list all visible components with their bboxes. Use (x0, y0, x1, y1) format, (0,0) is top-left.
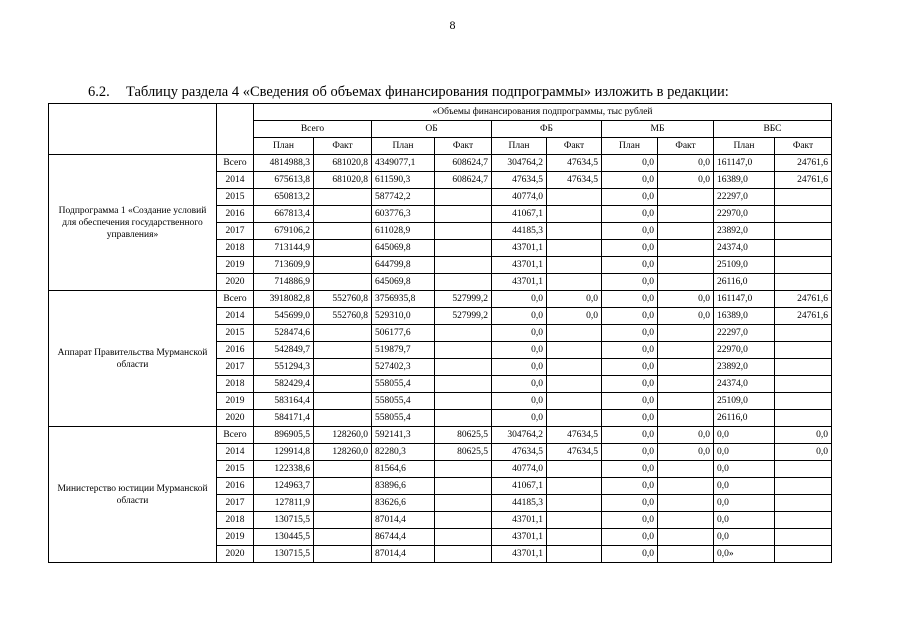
value-cell (435, 461, 492, 478)
value-cell: 527999,2 (435, 291, 492, 308)
value-cell: 558055,4 (372, 410, 435, 427)
value-cell: 47634,5 (547, 172, 602, 189)
value-cell (775, 240, 832, 257)
value-cell (314, 529, 372, 546)
value-cell (435, 206, 492, 223)
value-cell (314, 410, 372, 427)
header-group-fb: ФБ (492, 121, 602, 138)
header-group-mb: МБ (602, 121, 714, 138)
value-cell: 0,0 (602, 155, 658, 172)
heading-text: Таблицу раздела 4 «Сведения об объемах финансирования подпрограммы» изложить в редакции: (126, 84, 729, 100)
value-cell: 0,0 (714, 461, 775, 478)
value-cell: 0,0 (714, 427, 775, 444)
value-cell (435, 512, 492, 529)
value-cell (658, 478, 714, 495)
header-sub: План (254, 138, 314, 155)
value-cell: 645069,8 (372, 274, 435, 291)
value-cell (775, 206, 832, 223)
value-cell: 47634,5 (492, 444, 547, 461)
value-cell (314, 206, 372, 223)
value-cell (775, 410, 832, 427)
value-cell (435, 342, 492, 359)
value-cell (775, 257, 832, 274)
value-cell: 0,0 (602, 393, 658, 410)
value-cell: 0,0 (602, 529, 658, 546)
value-cell: 304764,2 (492, 155, 547, 172)
value-cell (314, 393, 372, 410)
year-cell: 2020 (217, 274, 254, 291)
value-cell (314, 546, 372, 563)
year-cell: 2016 (217, 342, 254, 359)
year-cell: 2014 (217, 172, 254, 189)
value-cell: 43701,1 (492, 274, 547, 291)
value-cell: 124963,7 (254, 478, 314, 495)
header-sub: Факт (658, 138, 714, 155)
value-cell (314, 257, 372, 274)
value-cell: 529310,0 (372, 308, 435, 325)
value-cell: 26116,0 (714, 274, 775, 291)
value-cell (435, 359, 492, 376)
header-sub: Факт (435, 138, 492, 155)
year-cell: 2016 (217, 206, 254, 223)
year-cell: 2018 (217, 376, 254, 393)
value-cell: 128260,0 (314, 427, 372, 444)
value-cell: 130715,5 (254, 512, 314, 529)
value-cell: 506177,6 (372, 325, 435, 342)
value-cell: 0,0 (602, 291, 658, 308)
year-cell: 2017 (217, 223, 254, 240)
value-cell (314, 240, 372, 257)
value-cell (658, 495, 714, 512)
value-cell: 0,0 (602, 325, 658, 342)
value-cell (658, 376, 714, 393)
value-cell: 0,0 (775, 427, 832, 444)
year-cell: 2017 (217, 495, 254, 512)
value-cell (547, 393, 602, 410)
value-cell: 127811,9 (254, 495, 314, 512)
value-cell: 41067,1 (492, 478, 547, 495)
value-cell: 24761,6 (775, 155, 832, 172)
value-cell: 0,0 (602, 274, 658, 291)
value-cell (775, 359, 832, 376)
value-cell: 0,0 (658, 308, 714, 325)
value-cell: 130715,5 (254, 546, 314, 563)
value-cell (547, 495, 602, 512)
value-cell: 0,0 (602, 342, 658, 359)
value-cell: 43701,1 (492, 512, 547, 529)
value-cell (435, 495, 492, 512)
value-cell (658, 461, 714, 478)
value-cell (658, 189, 714, 206)
value-cell: 0,0 (602, 461, 658, 478)
value-cell: 713609,9 (254, 257, 314, 274)
value-cell: 81564,6 (372, 461, 435, 478)
value-cell (658, 257, 714, 274)
value-cell: 47634,5 (547, 427, 602, 444)
value-cell (547, 206, 602, 223)
header-group-total: Всего (254, 121, 372, 138)
value-cell (658, 393, 714, 410)
value-cell: 542849,7 (254, 342, 314, 359)
header-sub: Факт (775, 138, 832, 155)
value-cell (314, 223, 372, 240)
group-name-cell: Аппарат Правительства Мурманской области (49, 291, 217, 427)
year-cell: Всего (217, 291, 254, 308)
value-cell (775, 189, 832, 206)
value-cell: 603776,3 (372, 206, 435, 223)
value-cell: 713144,9 (254, 240, 314, 257)
value-cell: 40774,0 (492, 189, 547, 206)
header-sub: План (372, 138, 435, 155)
table-row (49, 155, 832, 172)
year-cell: 2014 (217, 444, 254, 461)
value-cell (775, 274, 832, 291)
value-cell (775, 376, 832, 393)
value-cell (775, 393, 832, 410)
value-cell: 4349077,1 (372, 155, 435, 172)
value-cell: 24761,6 (775, 172, 832, 189)
value-cell: 47634,5 (492, 172, 547, 189)
value-cell: 611028,9 (372, 223, 435, 240)
value-cell: 26116,0 (714, 410, 775, 427)
value-cell (547, 529, 602, 546)
value-cell (435, 189, 492, 206)
value-cell (547, 274, 602, 291)
value-cell (314, 495, 372, 512)
year-cell: 2015 (217, 325, 254, 342)
value-cell: 25109,0 (714, 393, 775, 410)
value-cell (435, 478, 492, 495)
value-cell: 24374,0 (714, 240, 775, 257)
value-cell: 714886,9 (254, 274, 314, 291)
value-cell: 0,0 (602, 189, 658, 206)
year-cell: 2019 (217, 393, 254, 410)
value-cell (547, 461, 602, 478)
header-super: «Объемы финансирования подпрограммы, тыс рублей (254, 104, 832, 121)
value-cell (435, 257, 492, 274)
header-sub: Факт (547, 138, 602, 155)
value-cell: 0,0 (602, 478, 658, 495)
value-cell: 650813,2 (254, 189, 314, 206)
value-cell (435, 529, 492, 546)
value-cell: 16389,0 (714, 308, 775, 325)
header-group-ob: ОБ (372, 121, 492, 138)
year-cell: 2019 (217, 529, 254, 546)
value-cell: 25109,0 (714, 257, 775, 274)
value-cell: 0,0 (714, 444, 775, 461)
value-cell: 3756935,8 (372, 291, 435, 308)
value-cell: 582429,4 (254, 376, 314, 393)
value-cell: 608624,7 (435, 155, 492, 172)
value-cell (435, 376, 492, 393)
value-cell: 0,0 (547, 291, 602, 308)
value-cell (547, 359, 602, 376)
value-cell: 0,0 (602, 240, 658, 257)
value-cell: 44185,3 (492, 495, 547, 512)
value-cell (658, 206, 714, 223)
year-cell: 2017 (217, 359, 254, 376)
value-cell (547, 478, 602, 495)
header-empty-year (217, 104, 254, 155)
value-cell: 87014,4 (372, 546, 435, 563)
value-cell: 644799,8 (372, 257, 435, 274)
value-cell: 0,0 (547, 308, 602, 325)
value-cell: 0,0 (602, 359, 658, 376)
value-cell: 0,0 (658, 155, 714, 172)
value-cell: 0,0» (714, 546, 775, 563)
value-cell (775, 529, 832, 546)
value-cell: 0,0 (492, 308, 547, 325)
year-cell: 2018 (217, 512, 254, 529)
value-cell: 0,0 (602, 172, 658, 189)
year-cell: Всего (217, 427, 254, 444)
value-cell (314, 325, 372, 342)
value-cell: 0,0 (492, 359, 547, 376)
value-cell: 0,0 (658, 172, 714, 189)
value-cell: 128260,0 (314, 444, 372, 461)
year-cell: 2016 (217, 478, 254, 495)
value-cell: 0,0 (602, 223, 658, 240)
value-cell: 23892,0 (714, 359, 775, 376)
value-cell (314, 512, 372, 529)
value-cell: 4814988,3 (254, 155, 314, 172)
value-cell: 0,0 (602, 410, 658, 427)
value-cell: 83626,6 (372, 495, 435, 512)
value-cell: 0,0 (602, 512, 658, 529)
value-cell: 0,0 (602, 495, 658, 512)
value-cell: 679106,2 (254, 223, 314, 240)
value-cell (658, 240, 714, 257)
value-cell: 47634,5 (547, 444, 602, 461)
value-cell (658, 274, 714, 291)
value-cell: 161147,0 (714, 291, 775, 308)
value-cell: 0,0 (714, 529, 775, 546)
value-cell (658, 512, 714, 529)
table-row (49, 427, 832, 444)
value-cell: 0,0 (775, 444, 832, 461)
value-cell: 43701,1 (492, 257, 547, 274)
value-cell (314, 342, 372, 359)
value-cell: 675613,8 (254, 172, 314, 189)
value-cell: 24761,6 (775, 308, 832, 325)
value-cell (775, 546, 832, 563)
value-cell: 551294,3 (254, 359, 314, 376)
value-cell: 43701,1 (492, 529, 547, 546)
value-cell: 80625,5 (435, 444, 492, 461)
value-cell (547, 546, 602, 563)
year-cell: Всего (217, 155, 254, 172)
value-cell: 129914,8 (254, 444, 314, 461)
value-cell: 0,0 (492, 342, 547, 359)
value-cell: 0,0 (602, 546, 658, 563)
value-cell (314, 461, 372, 478)
year-cell: 2019 (217, 257, 254, 274)
value-cell: 161147,0 (714, 155, 775, 172)
value-cell (658, 325, 714, 342)
value-cell: 592141,3 (372, 427, 435, 444)
value-cell: 0,0 (602, 308, 658, 325)
value-cell: 0,0 (602, 376, 658, 393)
value-cell (658, 359, 714, 376)
value-cell: 527402,3 (372, 359, 435, 376)
value-cell: 0,0 (714, 495, 775, 512)
value-cell (775, 223, 832, 240)
year-cell: 2014 (217, 308, 254, 325)
value-cell: 122338,6 (254, 461, 314, 478)
value-cell: 83896,6 (372, 478, 435, 495)
value-cell: 22297,0 (714, 189, 775, 206)
value-cell: 896905,5 (254, 427, 314, 444)
value-cell: 24374,0 (714, 376, 775, 393)
value-cell (314, 359, 372, 376)
value-cell: 22970,0 (714, 342, 775, 359)
value-cell: 519879,7 (372, 342, 435, 359)
value-cell: 0,0 (714, 512, 775, 529)
value-cell: 304764,2 (492, 427, 547, 444)
year-cell: 2015 (217, 461, 254, 478)
value-cell: 43701,1 (492, 546, 547, 563)
value-cell (547, 376, 602, 393)
value-cell: 0,0 (602, 427, 658, 444)
value-cell: 22297,0 (714, 325, 775, 342)
header-empty-name (49, 104, 217, 155)
value-cell (658, 223, 714, 240)
header-sub: План (602, 138, 658, 155)
value-cell (435, 240, 492, 257)
value-cell: 0,0 (658, 291, 714, 308)
value-cell: 41067,1 (492, 206, 547, 223)
value-cell: 0,0 (492, 376, 547, 393)
value-cell: 527999,2 (435, 308, 492, 325)
year-cell: 2020 (217, 410, 254, 427)
value-cell: 0,0 (492, 410, 547, 427)
value-cell: 608624,7 (435, 172, 492, 189)
value-cell (314, 478, 372, 495)
value-cell: 681020,8 (314, 155, 372, 172)
value-cell: 0,0 (602, 444, 658, 461)
table-header-row-super (49, 104, 832, 121)
group-name-cell: Подпрограмма 1 «Создание условий для обеспечения государственного управления» (49, 155, 217, 291)
table-row (49, 291, 832, 308)
value-cell (435, 223, 492, 240)
value-cell: 645069,8 (372, 240, 435, 257)
value-cell: 23892,0 (714, 223, 775, 240)
value-cell (314, 274, 372, 291)
value-cell: 584171,4 (254, 410, 314, 427)
page-number: 8 (449, 18, 456, 32)
value-cell (547, 189, 602, 206)
value-cell: 587742,2 (372, 189, 435, 206)
value-cell: 82280,3 (372, 444, 435, 461)
value-cell: 611590,3 (372, 172, 435, 189)
value-cell: 583164,4 (254, 393, 314, 410)
value-cell (435, 274, 492, 291)
value-cell (658, 546, 714, 563)
header-sub: План (492, 138, 547, 155)
value-cell (435, 325, 492, 342)
value-cell: 667813,4 (254, 206, 314, 223)
section-heading (88, 84, 729, 101)
value-cell: 552760,8 (314, 308, 372, 325)
value-cell: 0,0 (602, 206, 658, 223)
value-cell (435, 410, 492, 427)
value-cell (547, 257, 602, 274)
financing-table (48, 103, 832, 563)
value-cell (775, 512, 832, 529)
value-cell: 528474,6 (254, 325, 314, 342)
header-group-vbs: ВБС (714, 121, 832, 138)
value-cell: 545699,0 (254, 308, 314, 325)
year-cell: 2020 (217, 546, 254, 563)
value-cell: 24761,6 (775, 291, 832, 308)
value-cell (547, 240, 602, 257)
value-cell (775, 495, 832, 512)
value-cell: 0,0 (492, 325, 547, 342)
value-cell (547, 410, 602, 427)
value-cell (547, 342, 602, 359)
value-cell (435, 393, 492, 410)
value-cell: 86744,4 (372, 529, 435, 546)
year-cell: 2015 (217, 189, 254, 206)
heading-number: 6.2. (88, 84, 110, 100)
value-cell (775, 325, 832, 342)
value-cell (658, 529, 714, 546)
value-cell: 44185,3 (492, 223, 547, 240)
value-cell: 22970,0 (714, 206, 775, 223)
year-cell: 2018 (217, 240, 254, 257)
value-cell: 558055,4 (372, 393, 435, 410)
value-cell: 0,0 (658, 444, 714, 461)
value-cell: 0,0 (492, 291, 547, 308)
header-sub: План (714, 138, 775, 155)
value-cell (775, 478, 832, 495)
value-cell (314, 189, 372, 206)
header-sub: Факт (314, 138, 372, 155)
value-cell (314, 376, 372, 393)
value-cell (547, 325, 602, 342)
value-cell: 3918082,8 (254, 291, 314, 308)
value-cell: 43701,1 (492, 240, 547, 257)
value-cell (775, 342, 832, 359)
value-cell: 0,0 (658, 427, 714, 444)
value-cell: 681020,8 (314, 172, 372, 189)
value-cell: 130445,5 (254, 529, 314, 546)
value-cell: 558055,4 (372, 376, 435, 393)
value-cell (658, 342, 714, 359)
group-name-cell: Министерство юстиции Мурманской области (49, 427, 217, 563)
value-cell: 47634,5 (547, 155, 602, 172)
value-cell: 552760,8 (314, 291, 372, 308)
table-body (49, 155, 832, 563)
value-cell (547, 512, 602, 529)
value-cell (775, 461, 832, 478)
value-cell (547, 223, 602, 240)
value-cell: 40774,0 (492, 461, 547, 478)
value-cell (658, 410, 714, 427)
value-cell: 0,0 (714, 478, 775, 495)
value-cell (435, 546, 492, 563)
value-cell: 0,0 (602, 257, 658, 274)
value-cell: 87014,4 (372, 512, 435, 529)
value-cell: 80625,5 (435, 427, 492, 444)
value-cell: 16389,0 (714, 172, 775, 189)
value-cell: 0,0 (492, 393, 547, 410)
